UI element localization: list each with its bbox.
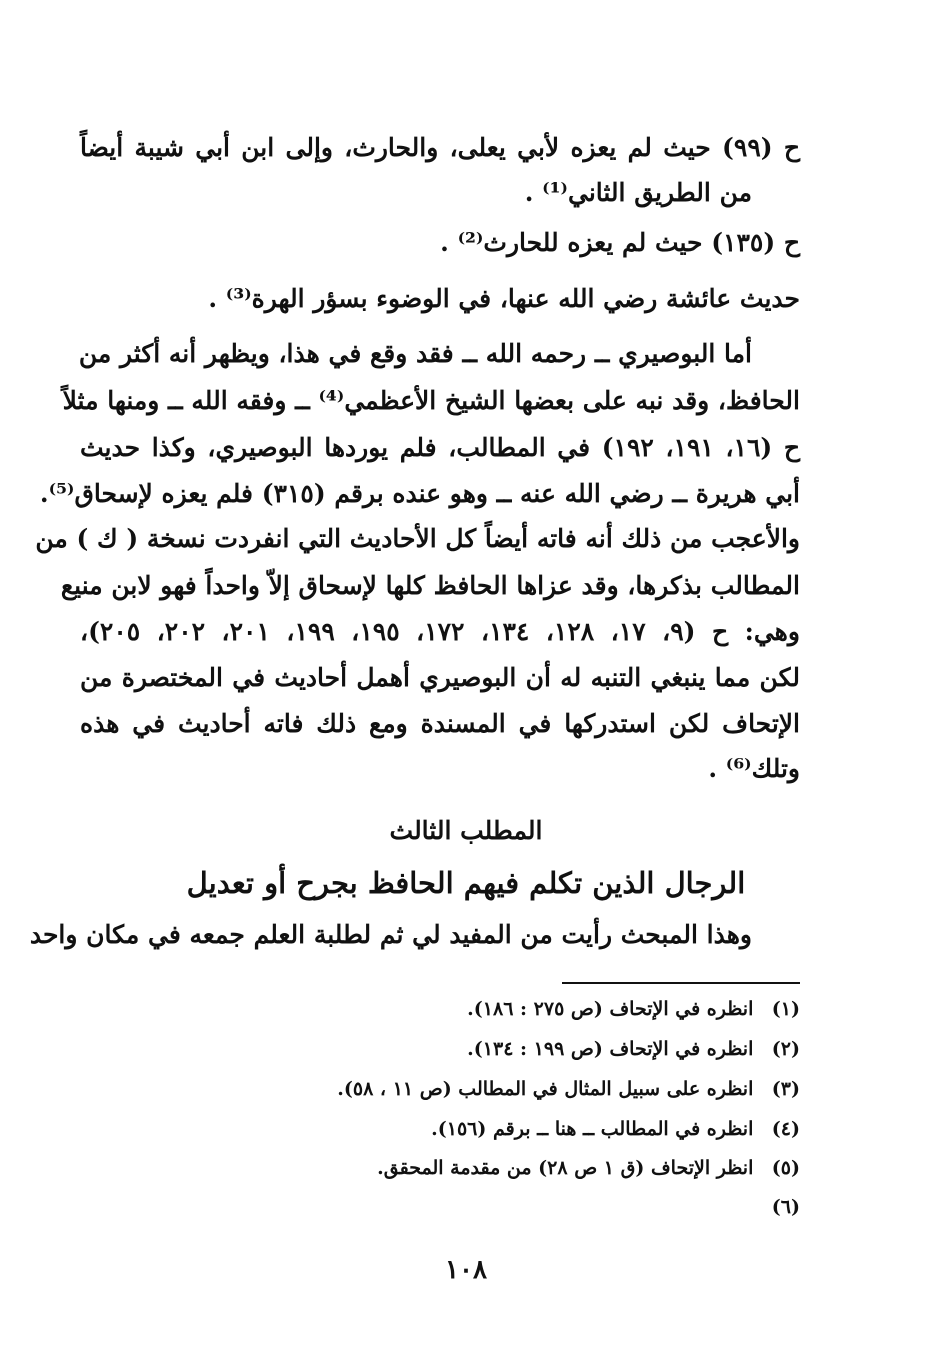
section-subtitle: الرجال الذين تكلم فيهم الحافظ بجرح أو تعديل bbox=[186, 866, 746, 900]
footnote-number: (٦) bbox=[771, 1196, 800, 1218]
section-first-line: وهذا المبحث رأيت من المفيد لي ثم لطلبة العلم جمعه في مكان واحد bbox=[29, 920, 752, 949]
body-line-8: أبي هريرة ــ رضي الله عنه ــ وهو عنده برقم (٣١٥) فلم يعزه لإسحاق⁽⁵⁾. bbox=[39, 479, 800, 508]
footnote-text: انظره على سبيل المثال في المطالب (ص ١١ ، ٥٨). bbox=[337, 1078, 754, 1100]
footnote-1 bbox=[467, 996, 800, 1022]
footnote-6 bbox=[760, 1194, 800, 1220]
footnote-text: انظر الإتحاف (ق ١ ص ٢٨) من مقدمة المحقق. bbox=[377, 1157, 754, 1179]
footnote-number: (٥) bbox=[771, 1157, 800, 1179]
section-title: المطلب الثالث bbox=[389, 816, 543, 845]
footnote-number: (٢) bbox=[771, 1038, 800, 1060]
body-line-4: حديث عائشة رضي الله عنها، في الوضوء بسؤر الهرة⁽³⁾ . bbox=[208, 284, 800, 313]
body-line-10: المطالب بذكرها، وقد عزاها الحافظ كلها لإسحاق إلاّ واحداً فهو لابن منيع bbox=[60, 571, 800, 600]
body-line-13: الإتحاف لكن استدركها في المسندة ومع ذلك فاته أحاديث في هذه bbox=[80, 709, 800, 738]
footnote-3 bbox=[337, 1076, 800, 1102]
footnote-5 bbox=[377, 1155, 800, 1181]
body-line-2: من الطريق الثاني⁽¹⁾ . bbox=[524, 178, 752, 207]
body-line-11: وهي: ح (٩، ١٧، ١٢٨، ١٣٤، ١٧٢، ١٩٥، ١٩٩، ٢٠١، ٢٠٢، ٢٠٥)، bbox=[80, 617, 800, 646]
footnote-number: (٤) bbox=[771, 1118, 800, 1140]
page-number: ١٠٨ bbox=[445, 1255, 487, 1285]
body-line-7: ح (١٦، ١٩١، ١٩٢) في المطالب، فلم يوردها البوصيري، وكذا حديث bbox=[80, 433, 800, 462]
body-line-12: لكن مما ينبغي التنبه له أن البوصيري أهمل أحاديث في المختصرة من bbox=[80, 663, 800, 692]
footnote-2 bbox=[467, 1036, 800, 1062]
footnote-text: انظره في المطالب ــ هنا ــ برقم (١٥٦). bbox=[431, 1118, 754, 1140]
body-line-9: والأعجب من ذلك أنه فاته أيضاً كل الأحاديث التي انفردت نسخة ( ك ) من bbox=[35, 524, 800, 553]
body-line-5: أما البوصيري ــ رحمه الله ــ فقد وقع في هذا، ويظهر أنه أكثر من bbox=[78, 339, 752, 368]
footnote-number: (١) bbox=[771, 998, 800, 1020]
footnote-number: (٣) bbox=[771, 1078, 800, 1100]
footnote-text: انظره في الإتحاف (ص ٢٧٥ : ١٨٦). bbox=[467, 998, 754, 1020]
body-line-3: ح (١٣٥) حيث لم يعزه للحارث⁽²⁾ . bbox=[440, 228, 800, 257]
footnote-separator bbox=[562, 982, 800, 984]
body-line-1: ح (٩٩) حيث لم يعزه لأبي يعلى، والحارث، وإلى ابن أبي شيبة أيضاً bbox=[80, 133, 801, 162]
footnote-4 bbox=[431, 1116, 800, 1142]
body-line-6: الحافظ، وقد نبه على بعضها الشيخ الأعظمي⁽⁴⁾ ــ وفقه الله ــ ومنها مثلاً bbox=[62, 386, 800, 415]
body-line-14: وتلك⁽⁶⁾ . bbox=[708, 754, 800, 783]
footnote-text: انظره في الإتحاف (ص ١٩٩ : ١٣٤). bbox=[467, 1038, 754, 1060]
